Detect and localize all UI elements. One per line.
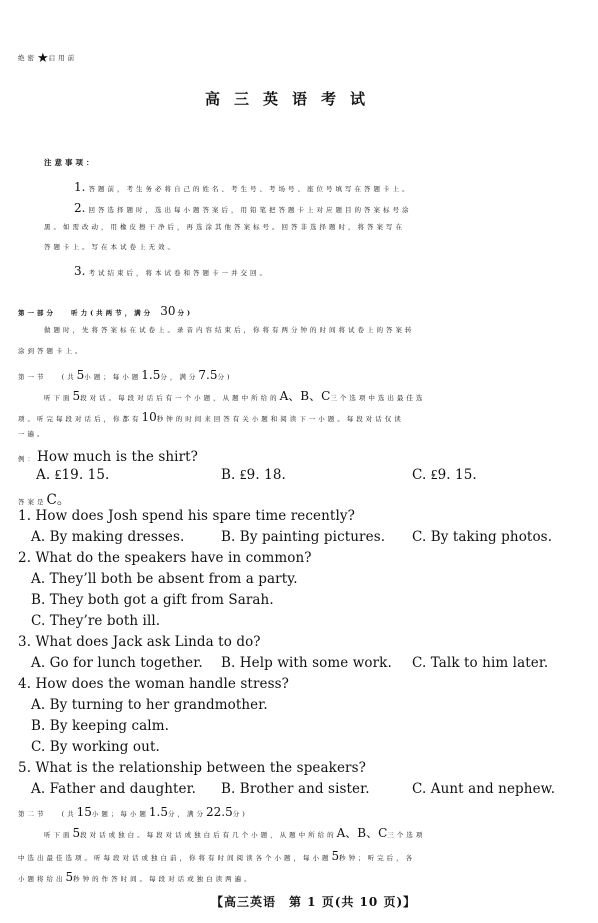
q2-option-c: C. They’re both ill. <box>31 613 161 629</box>
q5-option-a: A. Father and daughter. <box>31 781 197 797</box>
section2-header: 第二节 (共15小题；每小题1.5分，满分22.5分) <box>18 805 248 819</box>
question-4: 4. How does the woman handle stress? <box>18 676 289 692</box>
question-5: 5. What is the relationship between the speakers? <box>18 760 366 776</box>
q3-option-b: B. Help with some work. <box>221 655 392 671</box>
part1-instruction-line2: 涂到答题卡上。 <box>18 347 85 355</box>
note-2-line3: 答题卡上。写在本试卷上无效。 <box>44 243 177 251</box>
confidential-label: 绝密★启用前 <box>18 51 78 66</box>
section2-instruction-line2: 中选出最佳选项。听每段对话或独白前，你将有时间阅读各个小题，每小题5秒钟；听完后，各 <box>18 849 416 863</box>
page-title: 高三英语考试 <box>205 90 380 108</box>
q1-option-a: A. By making dresses. <box>31 529 185 545</box>
q3-option-c: C. Talk to him later. <box>412 655 549 671</box>
note-2: 2. 回答选择题时，选出每小题答案后，用铅笔把答题卡上对应题目的答案标号涂 <box>74 201 412 215</box>
part1-header: 第一部分 听力(共两节，满分 30 分) <box>18 304 194 318</box>
q4-option-a: A. By turning to her grandmother. <box>31 697 268 713</box>
example-answer: 答案是C。 <box>18 492 71 508</box>
q1-option-c: C. By taking photos. <box>412 529 553 545</box>
example-option-b: B. ₤9. 18. <box>221 467 286 483</box>
question-3: 3. What does Jack ask Linda to do? <box>18 634 261 650</box>
question-2: 2. What do the speakers have in common? <box>18 550 312 566</box>
star-icon: ★ <box>37 51 49 66</box>
example-option-a: A. ₤19. 15. <box>36 467 110 483</box>
section1-header: 第一节 (共5小题；每小题1.5分，满分7.5分) <box>18 368 233 382</box>
note-2-line2: 黑。如需改动，用橡皮擦干净后，再选涂其他答案标号。回答非选择题时，将答案写在 <box>44 223 405 231</box>
section1-instruction-line3: 一遍。 <box>18 430 47 438</box>
section1-instruction-line2: 项。听完每段对话后，你都有10秒钟的时间来回答有关小题和阅读下一小题。每段对话仅读 <box>18 410 404 424</box>
page-footer: 【高三英语 第 1 页(共 10 页)】 <box>211 895 417 909</box>
q2-option-b: B. They both got a gift from Sarah. <box>31 592 274 608</box>
question-1: 1. How does Josh spend his spare time recently? <box>18 508 355 524</box>
notes-heading: 注意事项： <box>44 158 97 167</box>
q5-option-c: C. Aunt and nephew. <box>412 781 556 797</box>
part1-instruction: 做题时，先将答案标在试卷上。录音内容结束后，你将有两分钟的时间将试卷上的答案转 <box>44 326 415 334</box>
section2-instruction: 听下面5段对话或独白。每段对话或独白后有几个小题，从题中所给的A、B、C三个选项 <box>44 826 426 840</box>
note-3: 3. 考试结束后，将本试卷和答题卡一并交回。 <box>74 264 269 278</box>
q4-option-b: B. By keeping calm. <box>31 718 170 734</box>
example-question: 例：How much is the shirt? <box>18 449 198 465</box>
example-option-c: C. ₤9. 15. <box>412 467 477 483</box>
section1-instruction: 听下面5段对话。每段对话后有一个小题，从题中所给的A、B、C三个选项中选出最佳选 <box>44 389 426 403</box>
q2-option-a: A. They’ll both be absent from a party. <box>31 571 298 587</box>
section2-instruction-line3: 小题将给出5秒钟的作答时间。每段对话或独白读两遍。 <box>18 870 254 884</box>
q3-option-a: A. Go for lunch together. <box>31 655 203 671</box>
q4-option-c: C. By working out. <box>31 739 160 755</box>
note-1: 1. 答题前，考生务必将自己的姓名、考生号、考场号、座位号填写在答题卡上。 <box>74 180 412 194</box>
q5-option-b: B. Brother and sister. <box>221 781 370 797</box>
q1-option-b: B. By painting pictures. <box>221 529 386 545</box>
